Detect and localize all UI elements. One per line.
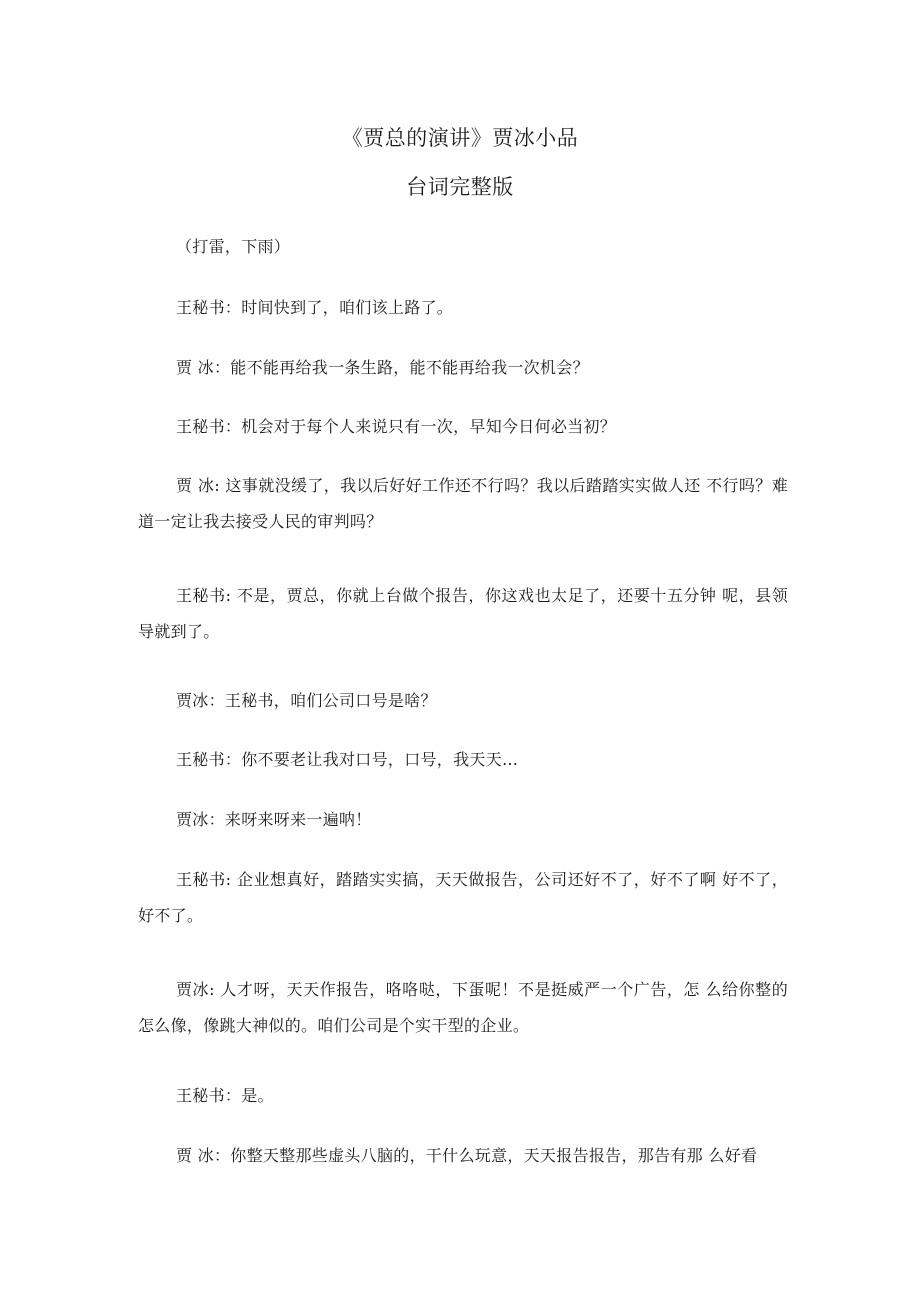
dialogue-line: 王秘书: 企业想真好，踏踏实实搞，天天做报告，公司还好不了，好不了啊 好不了，好不了。	[138, 870, 788, 925]
dialogue-line: 王秘书：你不要老让我对口号，口号，我天天…	[176, 750, 519, 769]
dialogue-line: 王秘书：时间快到了，咱们该上路了。	[176, 298, 454, 317]
document-subtitle: 台词完整版	[406, 175, 514, 199]
dialogue-line: 贾 冰：能不能再给我一条生路，能不能再给我一次机会？	[176, 358, 589, 377]
dialogue-line: 王秘书：机会对于每个人来说只有一次，早知今日何必当初？	[176, 417, 617, 436]
document-title: 《贾总的演讲》贾冰小品	[341, 126, 579, 150]
dialogue-line: 贾冰: 人才呀，天天作报告，咯咯哒，下蛋呢！不是挺威严一个广告，怎 么给你整的怎么像，像跳大神似的。咱们公司是个实干型的企业。	[138, 980, 788, 1035]
stage-direction: （打雷，下雨）	[176, 237, 291, 256]
dialogue-line: 贾 冰: 这事就没缓了，我以后好好工作还不行吗？我以后踏踏实实做人还 不行吗？难道一定让我去接受人民的审判吗？	[138, 476, 788, 531]
dialogue-line: 贾冰：王秘书，咱们公司口号是啥？	[176, 691, 437, 710]
dialogue-line: 王秘书：是。	[176, 1086, 274, 1105]
dialogue-line: 贾 冰：你整天整那些虚头八脑的，干什么玩意，天天报告报告，那告有那 么好看	[176, 1146, 758, 1165]
dialogue-line: 贾冰：来呀来呀来一遍呐！	[176, 810, 372, 829]
dialogue-line: 王秘书: 不是，贾总，你就上台做个报告，你这戏也太足了，还要十五分钟 呢，县领导就到了。	[138, 586, 788, 641]
